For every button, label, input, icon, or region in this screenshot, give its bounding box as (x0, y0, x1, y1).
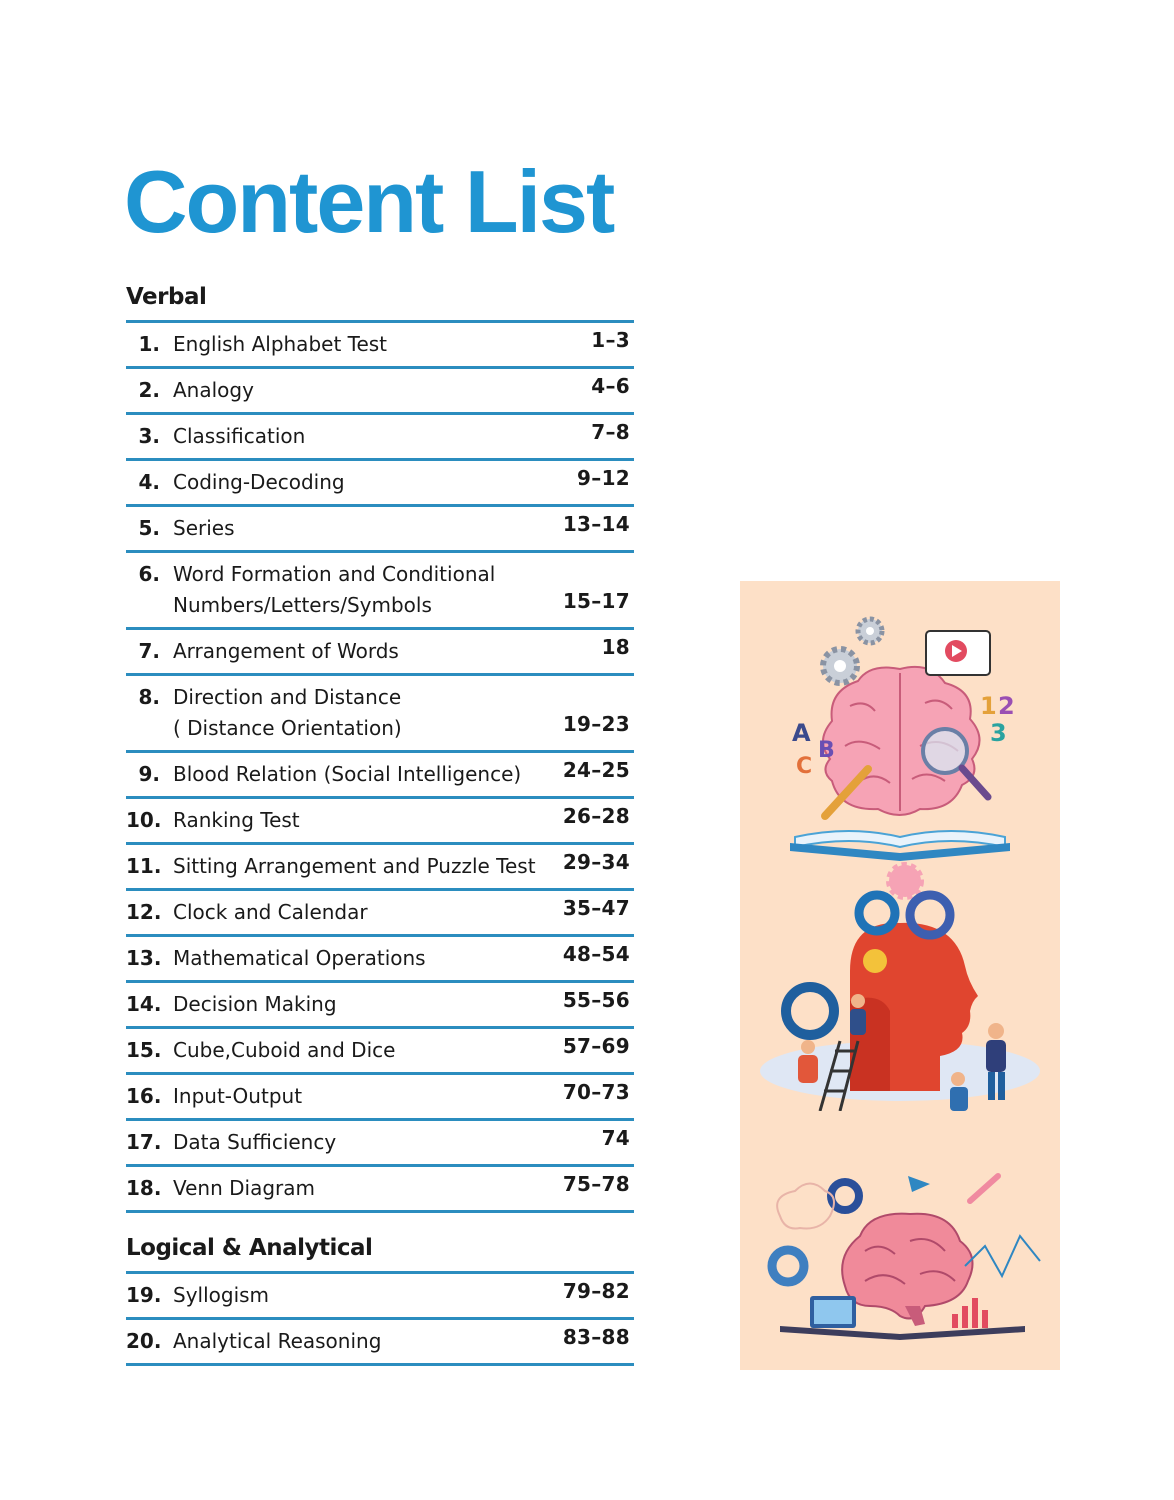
chapter-number: 19. (126, 1283, 162, 1307)
page-title: Content List (124, 152, 614, 251)
toc-row[interactable] (126, 753, 634, 799)
toc-row[interactable] (126, 1320, 634, 1366)
digit-2: 2 (998, 692, 1015, 720)
chapter-title: Classification (173, 424, 306, 448)
section-title: Verbal (126, 284, 207, 310)
chapter-title: Input-Output (173, 1084, 303, 1108)
brain-charts-illustration (740, 1156, 1060, 1356)
chapter-number: 16. (126, 1084, 162, 1108)
page-range: 1–3 (591, 328, 630, 352)
chapter-number: 7. (138, 639, 160, 663)
chapter-title: English Alphabet Test (173, 332, 388, 356)
table-of-contents (126, 280, 634, 1366)
chapter-title: Blood Relation (Social Intelligence) (173, 762, 522, 786)
page-range: 70–73 (562, 1080, 630, 1104)
page-range: 83–88 (562, 1325, 630, 1349)
chapter-number: 12. (126, 900, 162, 924)
page-range: 74 (601, 1126, 630, 1150)
chapter-title: Data Sufficiency (173, 1130, 337, 1154)
illustration-panel (740, 581, 1060, 1370)
chapter-number: 9. (138, 762, 160, 786)
chapter-title: Analogy (173, 378, 254, 402)
toc-row[interactable] (126, 461, 634, 507)
toc-row[interactable] (126, 1167, 634, 1213)
chapter-number: 15. (126, 1038, 162, 1062)
chapter-title: Sitting Arrangement and Puzzle Test (173, 854, 536, 878)
chapter-title-line-2: ( Distance Orientation) (173, 716, 402, 740)
toc-row[interactable] (126, 845, 634, 891)
letter-a: A (792, 719, 811, 747)
page-range: 15–17 (562, 589, 630, 613)
page-range: 57–69 (562, 1034, 630, 1058)
page-range: 9–12 (577, 466, 630, 490)
chapter-number: 13. (126, 946, 162, 970)
chapter-title: Syllogism (173, 1283, 270, 1307)
page-range: 48–54 (562, 942, 630, 966)
toc-list (126, 1271, 634, 1366)
chapter-number: 8. (138, 685, 160, 709)
section-logical-analytical (126, 1213, 634, 1366)
toc-list (126, 320, 634, 1213)
page-range: 29–34 (562, 850, 630, 874)
chapter-number: 10. (126, 808, 162, 832)
toc-row[interactable] (126, 1121, 634, 1167)
chapter-title: Ranking Test (173, 808, 300, 832)
toc-row[interactable] (126, 553, 634, 630)
chapter-title: Mathematical Operations (173, 946, 426, 970)
chapter-title: Decision Making (173, 992, 337, 1016)
toc-row[interactable] (126, 1075, 634, 1121)
page-range: 75–78 (562, 1172, 630, 1196)
page-range: 13–14 (562, 512, 630, 536)
chapter-title-line-2: Numbers/Letters/Symbols (173, 593, 432, 617)
chapter-title: Coding-Decoding (173, 470, 345, 494)
toc-row[interactable] (126, 799, 634, 845)
toc-row[interactable] (126, 630, 634, 676)
page-range: 55–56 (562, 988, 630, 1012)
toc-row[interactable] (126, 415, 634, 461)
toc-row[interactable] (126, 983, 634, 1029)
chapter-title: Series (173, 516, 235, 540)
page-range: 26–28 (562, 804, 630, 828)
page-range: 18 (601, 635, 630, 659)
chapter-title-line-1: Direction and Distance (173, 685, 402, 709)
section-verbal (126, 280, 634, 1213)
chapter-title: Arrangement of Words (173, 639, 399, 663)
chapter-title: Cube,Cuboid and Dice (173, 1038, 396, 1062)
toc-row[interactable] (126, 676, 634, 753)
chapter-number: 18. (126, 1176, 162, 1200)
digit-3: 3 (990, 719, 1007, 747)
chapter-title: Venn Diagram (173, 1176, 316, 1200)
toc-row[interactable] (126, 1274, 634, 1320)
chapter-number: 14. (126, 992, 162, 1016)
chapter-title (173, 676, 563, 744)
chapter-number: 17. (126, 1130, 162, 1154)
page-range: 19–23 (562, 712, 630, 736)
page-range: 79–82 (562, 1279, 630, 1303)
section-title: Logical & Analytical (126, 1235, 373, 1261)
head-gears-illustration (740, 851, 1060, 1111)
chapter-number: 2. (138, 378, 160, 402)
toc-row[interactable] (126, 937, 634, 983)
toc-row[interactable] (126, 369, 634, 415)
toc-row[interactable] (126, 891, 634, 937)
page-range: 7–8 (591, 420, 630, 444)
letter-b: B (818, 738, 835, 763)
chapter-number: 3. (138, 424, 160, 448)
letter-c: C (796, 754, 813, 779)
chapter-number: 11. (126, 854, 162, 878)
chapter-number: 20. (126, 1329, 162, 1353)
chapter-number: 6. (138, 562, 160, 586)
brain-book-illustration (740, 611, 1060, 881)
page-range: 24–25 (562, 758, 630, 782)
chapter-title: Clock and Calendar (173, 900, 368, 924)
chapter-title (173, 553, 563, 621)
chapter-title-line-1: Word Formation and Conditional (173, 562, 496, 586)
chapter-number: 4. (138, 470, 160, 494)
toc-row[interactable] (126, 323, 634, 369)
chapter-number: 1. (138, 332, 160, 356)
page-range: 35–47 (562, 896, 630, 920)
toc-row[interactable] (126, 507, 634, 553)
chapter-number: 5. (138, 516, 160, 540)
toc-row[interactable] (126, 1029, 634, 1075)
page-range: 4–6 (591, 374, 630, 398)
digit-1: 1 (980, 692, 997, 720)
chapter-title: Analytical Reasoning (173, 1329, 382, 1353)
